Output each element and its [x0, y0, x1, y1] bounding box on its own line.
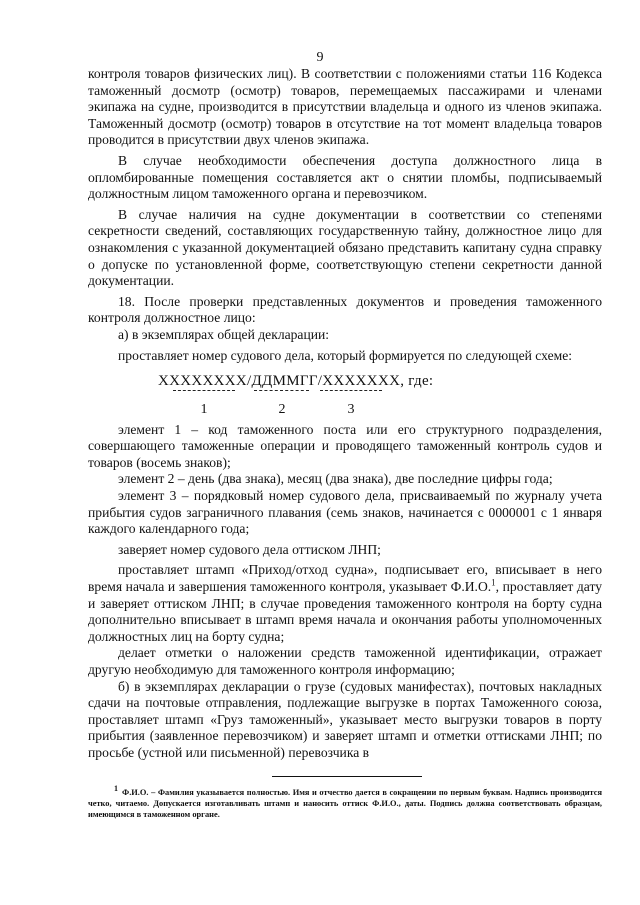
paragraph-5: а) в экземплярах общей декларации: — [118, 326, 330, 342]
schema-label-2: 2 — [278, 401, 286, 417]
footnote-ref: 1 — [491, 577, 496, 588]
footnote-text: Ф.И.О. – Фамилия указывается полностью. Имя и отчество дается в сокращении по первым буквам. Надпись производится четко, читаемо. Допускается изготавливать штамп и наносить оттиск Ф.И.О., даты. Подпись должна соответствовать образцам, имеющимся в таможенном органе. — [88, 787, 602, 819]
paragraph-11-end: , проставляет дату и заверяет оттиском ЛНП; в случае проведения таможенного контроля на борту судна дополнительно вписывает в штамп время начала и окончания работы уполномоченных должностных лиц на борту судна; — [88, 579, 603, 644]
paragraph-7: элемент 1 – код таможенного поста или его структурного подразделения, совершающего таможенные операции и проводящего таможенный контроль судов и товаров (восемь знаков); — [88, 421, 602, 470]
paragraph-6: проставляет номер судового дела, который формируется по следующей схеме: — [118, 347, 573, 363]
paragraph-13: б) в экземплярах декларации о грузе (судовых манифестах), почтовых накладных сдачи на почтовые отправления, подлежащие выгрузке в портах Таможенного союза, проставляет штамп «Груз таможенный», указывает место выгрузки товаров в порту прибытия (заявленное перевозчиком) и заверяет штамп и отметки оттисками ЛНП; по просьбе (устной или письменной) перевозчика в — [88, 678, 602, 760]
paragraph-3: В случае наличия на судне документации в соответствии со степенями секретности сведений, составляющих государственную тайну, должностное лицо для ознакомления с указанной документацией обязано представить капитану судна справку о допуске по установленной форме, соответствующую степени секретности данной документации. — [88, 206, 602, 289]
paragraph-9: элемент 3 – порядковый номер судового дела, присваиваемый по журналу учета прибытия судов заграничного плавания (семь знаков, начинается с 0000001 с 1 января каждого календарного года; — [88, 488, 602, 537]
schema-dash-3 — [320, 390, 382, 392]
footnote — [88, 783, 602, 820]
schema-label-1: 1 — [200, 401, 208, 417]
page-number: 9 — [316, 50, 324, 65]
case-number-schema: ХХХХХХХХ/ДДММГГ/ХХХХХХХ, где: — [158, 373, 434, 390]
paragraph-4: 18. После проверки представленных документов и проведения таможенного контроля должностное лицо: — [88, 293, 602, 326]
paragraph-1: контроля товаров физических лиц). В соответствии с положениями статьи 116 Кодекса таможенный досмотр (осмотр) товаров, перемещаемых пассажирами и членами экипажа на судне, производится в присутствии владельца и одного из членов экипажа. Таможенный досмотр (осмотр) товаров в отсутствие на тот момент владельца товаров проводится в присутствии двух членов экипажа. — [88, 66, 602, 148]
schema-dash-1 — [173, 390, 235, 392]
footnote-separator — [272, 776, 422, 777]
schema-label-3: 3 — [347, 401, 355, 417]
schema-elements — [88, 390, 602, 422]
paragraph-10: заверяет номер судового дела оттиском ЛНП; — [118, 541, 381, 557]
paragraph-11 — [88, 562, 602, 645]
paragraph-2: В случае необходимости обеспечения доступа должностного лица в опломбированные помещения составляется акт о снятии пломбы, подписываемый должностным лицом таможенного органа и перевозчиком. — [88, 152, 602, 202]
paragraph-12: делает отметки о наложении средств таможенной идентификации, отражает другую необходимую для таможенного контроля информацию; — [88, 645, 602, 677]
schema-dash-2 — [254, 390, 309, 392]
document-body — [88, 66, 602, 762]
paragraph-11-start: проставляет штамп «Приход/отход судна», подписывает его, вписывает в него время начала и завершения таможенного контроля, указывает Ф.И.О. — [88, 562, 602, 595]
footnote-mark: 1 — [114, 784, 118, 793]
paragraph-8: элемент 2 – день (два знака), месяц (два знака), две последние цифры года; — [118, 471, 553, 487]
